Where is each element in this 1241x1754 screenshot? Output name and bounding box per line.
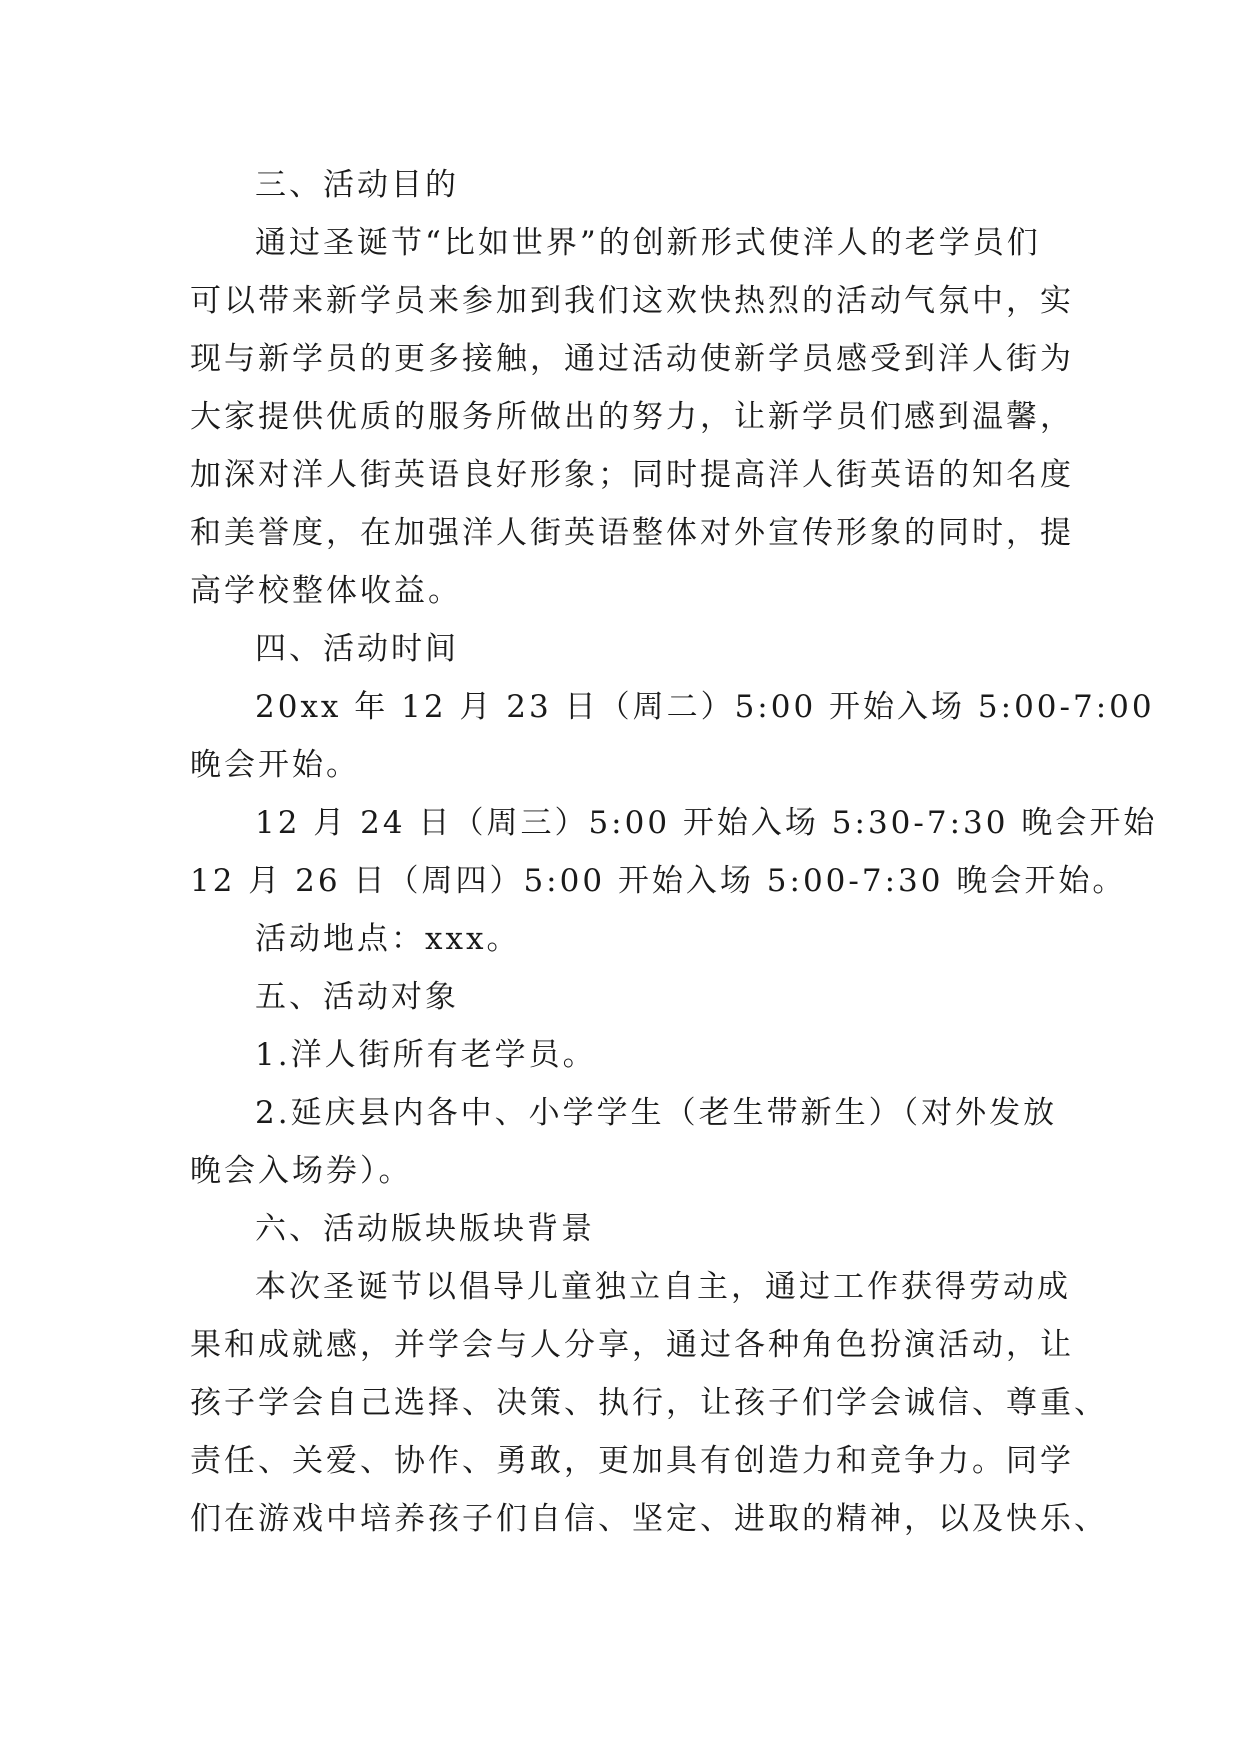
- paragraph-line: 通过圣诞节“比如世界”的创新形式使洋人的老学员们: [255, 225, 1041, 261]
- paragraph-line: 高学校整体收益。: [190, 573, 462, 609]
- list-item: 2.延庆县内各中、小学学生（老生带新生）（对外发放: [255, 1095, 1058, 1131]
- paragraph-line: 晚会开始。: [190, 747, 360, 783]
- section-heading-background: 六、活动版块版块背景: [255, 1211, 595, 1247]
- paragraph-line: 12 月 26 日（周四）5:00 开始入场 5:00-7:30 晚会开始。: [190, 863, 1127, 899]
- section-heading-time: 四、活动时间: [255, 631, 459, 667]
- section-heading-purpose: 三、活动目的: [255, 167, 459, 203]
- section-heading-audience: 五、活动对象: [255, 979, 459, 1015]
- paragraph-line: 孩子学会自己选择、决策、执行，让孩子们学会诚信、尊重、: [190, 1385, 1108, 1421]
- paragraph-line: 12 月 24 日（周三）5:00 开始入场 5:30-7:30 晚会开始: [255, 805, 1158, 841]
- paragraph-line: 现与新学员的更多接触，通过活动使新学员感受到洋人街为: [190, 341, 1074, 377]
- paragraph-line: 可以带来新学员来参加到我们这欢快热烈的活动气氛中，实: [190, 283, 1074, 319]
- list-item: 1.洋人街所有老学员。: [255, 1037, 597, 1073]
- paragraph-line: 责任、关爱、协作、勇敢，更加具有创造力和竞争力。同学: [190, 1443, 1074, 1479]
- paragraph-line: 20xx 年 12 月 23 日（周二）5:00 开始入场 5:00-7:00: [255, 689, 1155, 725]
- paragraph-line: 本次圣诞节以倡导儿童独立自主，通过工作获得劳动成: [255, 1269, 1071, 1305]
- paragraph-line: 和美誉度，在加强洋人街英语整体对外宣传形象的同时，提: [190, 515, 1074, 551]
- paragraph-line: 晚会入场券）。: [190, 1153, 413, 1189]
- paragraph-line: 们在游戏中培养孩子们自信、坚定、进取的精神，以及快乐、: [190, 1501, 1108, 1537]
- paragraph-line: 活动地点：xxx。: [255, 921, 521, 957]
- paragraph-line: 果和成就感，并学会与人分享，通过各种角色扮演活动，让: [190, 1327, 1074, 1363]
- paragraph-line: 加深对洋人街英语良好形象；同时提高洋人街英语的知名度: [190, 457, 1074, 493]
- paragraph-line: 大家提供优质的服务所做出的努力，让新学员们感到温馨，: [190, 399, 1074, 435]
